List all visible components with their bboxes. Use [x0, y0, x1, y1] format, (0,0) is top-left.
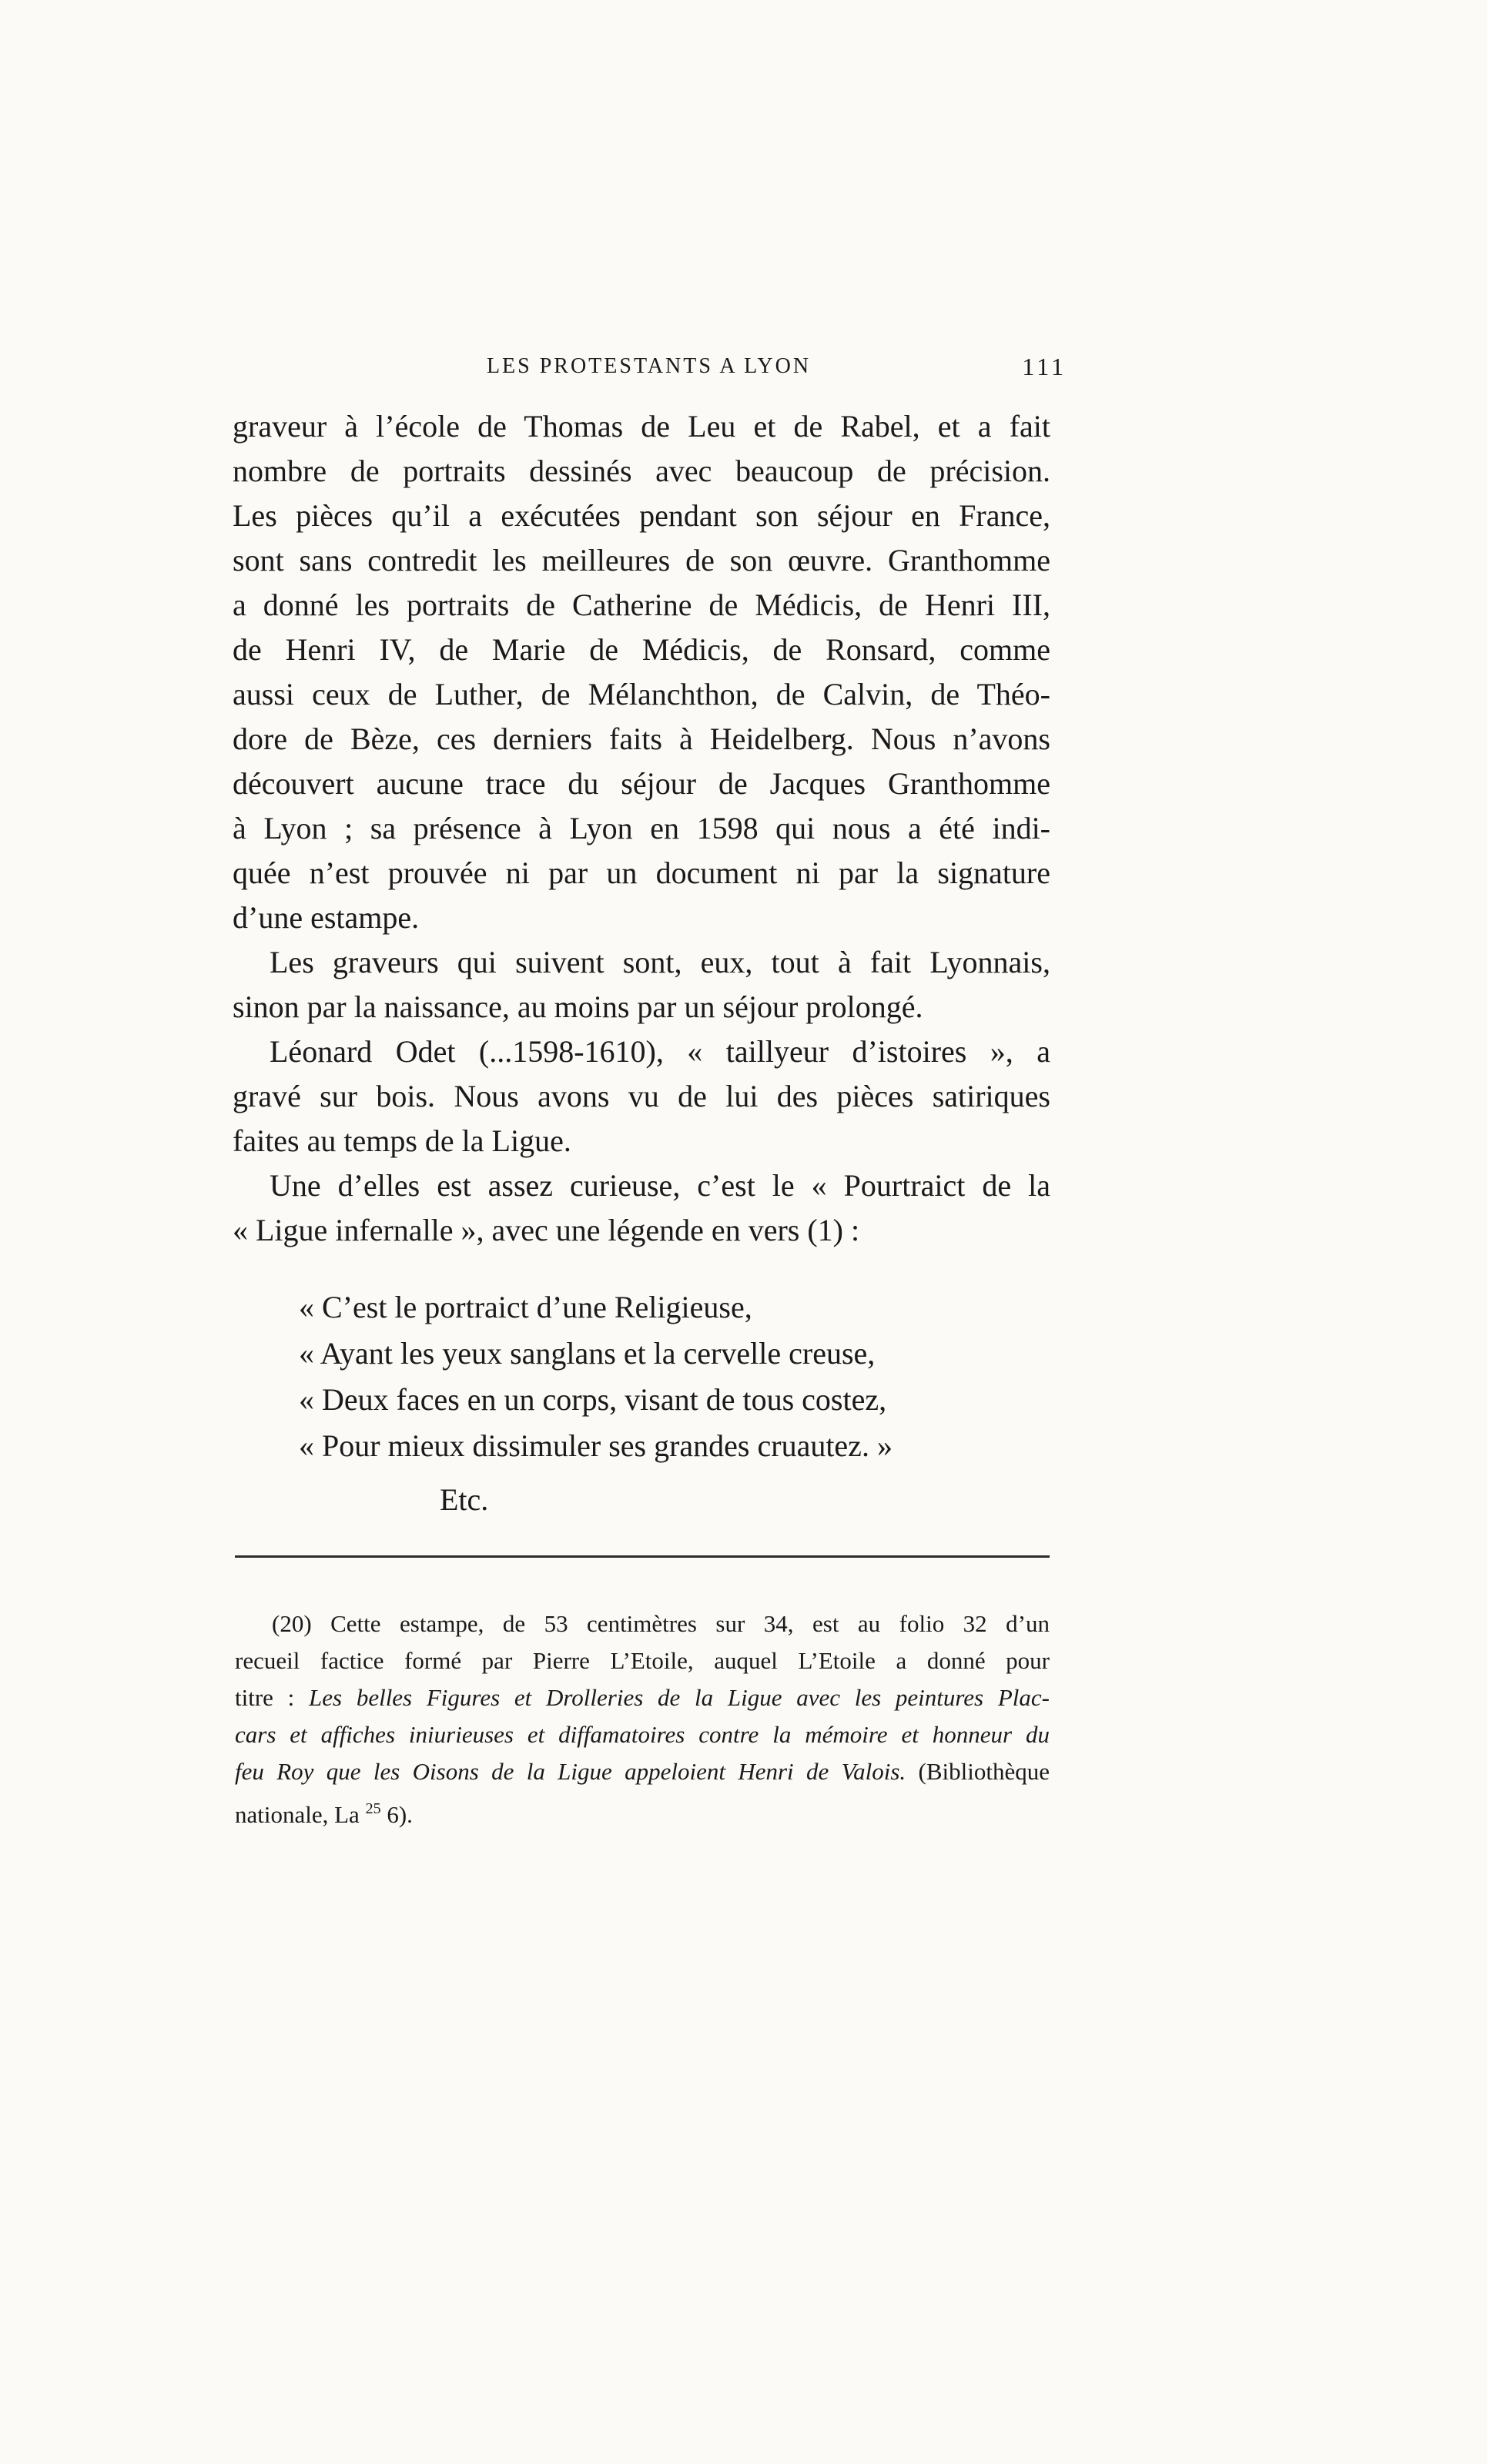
footnote-line [235, 1716, 1050, 1753]
verse-etc: Etc. [440, 1482, 489, 1517]
body-text [233, 404, 1050, 1253]
verse-quotation [299, 1284, 992, 1523]
text-line: d’une estampe. [233, 900, 420, 935]
footnote-text: 6). [380, 1801, 413, 1828]
text-line: sont sans contredit les meilleures de son œuvre. Granthomme [233, 543, 1050, 578]
verse-line: « Pour mieux dissimuler ses grandes cruautez. » [299, 1428, 893, 1463]
text-line: Une d’elles est assez curieuse, c’est le « Pourtraict de la [270, 1168, 1050, 1203]
text-line: dore de Bèze, ces derniers faits à Heidelberg. Nous n’avons [233, 721, 1050, 756]
text-line: découvert aucune trace du séjour de Jacques Granthomme [233, 766, 1050, 801]
verse-line: « Deux faces en un corps, visant de tous costez, [299, 1382, 887, 1417]
footnote-title-italic: Les belles Figures et Drolleries de la Ligue avec les peintures Plac- [309, 1684, 1050, 1711]
verse-line: « C’est le portraict d’une Religieuse, [299, 1290, 752, 1324]
footnote-superscript: 25 [365, 1800, 381, 1817]
running-head [231, 353, 1067, 383]
running-title: LES PROTESTANTS A LYON [486, 354, 812, 378]
text-line: de Henri IV, de Marie de Médicis, de Ronsard, comme [233, 632, 1050, 667]
verse-line: « Ayant les yeux sanglans et la cervelle creuse, [299, 1336, 876, 1371]
text-line: a donné les portraits de Catherine de Médicis, de Henri III, [233, 588, 1050, 622]
text-line: Les pièces qu’il a exécutées pendant son séjour en France, [233, 498, 1050, 533]
text-line: nombre de portraits dessinés avec beaucoup de précision. [233, 454, 1050, 488]
footnote-title-italic: feu Roy que les Oisons de la Ligue appeloient Henri de Valois. [235, 1758, 906, 1785]
footnote [235, 1605, 1050, 1833]
text-line: sinon par la naissance, au moins par un séjour prolongé. [233, 989, 923, 1024]
footnote-text: titre : [235, 1684, 310, 1711]
text-line: à Lyon ; sa présence à Lyon en 1598 qui nous a été indi- [233, 811, 1050, 845]
text-line: aussi ceux de Luther, de Mélanchthon, de Calvin, de Théo- [233, 677, 1050, 711]
footnote-text: (Bibliothèque [906, 1758, 1050, 1785]
text-line: quée n’est prouvée ni par un document ni par la signature [233, 855, 1050, 890]
text-line: Les graveurs qui suivent sont, eux, tout à fait Lyonnais, [270, 945, 1050, 979]
footnote-rule [235, 1555, 1050, 1558]
footnote-text: nationale, La [235, 1801, 366, 1828]
page-number: 111 [1022, 353, 1067, 380]
text-line: faites au temps de la Ligue. [233, 1123, 571, 1158]
footnote-line [235, 1753, 1050, 1790]
footnote-line [235, 1790, 1050, 1833]
footnote-line: recueil factice formé par Pierre L’Etoile, auquel L’Etoile a donné pour [235, 1647, 1050, 1674]
footnote-line [235, 1679, 1050, 1716]
footnote-line: (20) Cette estampe, de 53 centimètres sur 34, est au folio 32 d’un [272, 1610, 1050, 1637]
footnote-title-italic: cars et affiches iniurieuses et diffamatoires contre la mémoire et honneur du [235, 1721, 1050, 1748]
text-line: gravé sur bois. Nous avons vu de lui des pièces satiriques [233, 1079, 1050, 1113]
text-line: graveur à l’école de Thomas de Leu et de Rabel, et a fait [233, 409, 1050, 444]
text-line: « Ligue infernalle », avec une légende en vers (1) : [233, 1213, 860, 1247]
text-line: Léonard Odet (...1598-1610), « taillyeur d’istoires », a [270, 1034, 1050, 1069]
